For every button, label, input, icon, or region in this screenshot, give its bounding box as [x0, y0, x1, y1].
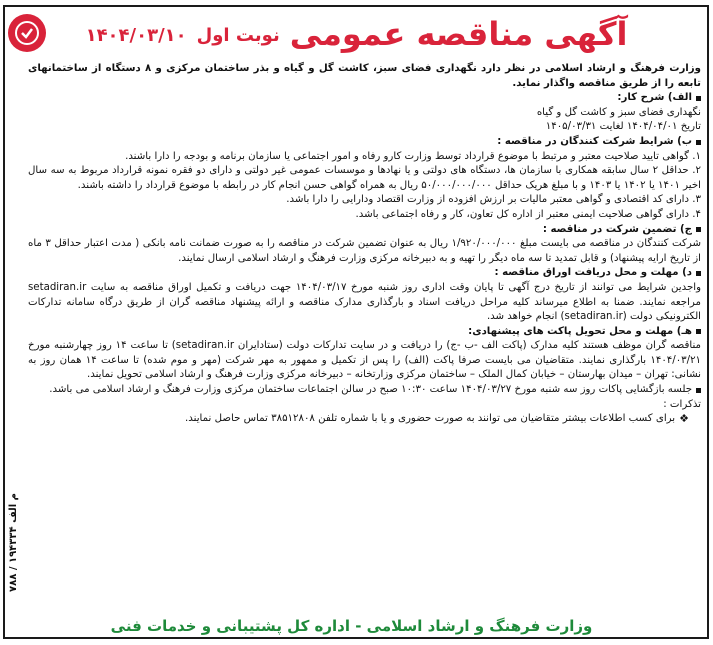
ad-header — [60, 14, 653, 54]
round-badge-icon — [8, 14, 46, 52]
side-reference-id: م الف ۱۹۴۳۳۴ / ۷۸۸ — [7, 492, 19, 592]
bullet-icon — [696, 329, 701, 334]
section-documents-heading: د) مهلت و محل دریافت اوراق مناقصه : — [28, 266, 701, 281]
scope-line-2: تاریخ ۱۴۰۴/۰۴/۰۱ لغایت ۱۴۰۵/۰۳/۳۱ — [545, 121, 701, 133]
bullet-icon — [696, 271, 701, 276]
opening-session: جلسه بازگشایی پاکات روز سه شنبه مورخ ۱۴۰۴/۰۳/۲۷ ساعت ۱۰:۳۰ صبح در سالن اجتماعات ساختمان مرکزی وزارت فرهنگ و ارشاد اسلامی می باشد. — [28, 383, 701, 398]
condition-item-2: ۲. حداقل ۲ سال سابقه همکاری با سازمان ها، دستگاه های دولتی و یا نهادها و موسسات عمومی غیر دولتی و دارای دو فقره نمونه قرارداد مربوط به سه سال اخیر ۱۴۰۱ یا ۱۴۰۲ یا ۱۴۰۳ و با مبلغ هریک حداقل ۵۰/۰۰۰/۰۰۰/۰۰۰ ریال به همراه گواهی حسن انجام کار در رابطه با موضوع قرارداد را داشته باشند. — [28, 165, 701, 191]
section-guarantee-heading: ج) تضمین شرکت در مناقصه : — [28, 223, 701, 238]
ad-body — [28, 62, 701, 427]
bullet-icon — [696, 388, 701, 393]
section-scope-heading: الف) شرح کار: — [28, 91, 701, 106]
guarantee-text: شرکت کنندگان در مناقصه می بایست مبلغ ۱/۹۲۰/۰۰۰/۰۰۰ ریال به عنوان تضمین شرکت در مناقصه را به صورت ضمانت نامه بانکی ( مدت اعتبار حداقل ۳ ماه از تاریخ ارایه پیشنهاد) و قابل تمدید تا سه ماه دیگر را تهیه و به دبیرخانه مرکزی وزارت فرهنگ و ارشاد اسلامی ارسال نمایند. — [28, 238, 702, 264]
scope-line-1: نگهداری فضای سبز و کاشت گل و گیاه — [536, 106, 701, 118]
bullet-icon — [696, 96, 701, 101]
submission-text: مناقصه گران موظف هستند کلیه مدارک (پاکت الف -ب -ج) را دریافت و در سایت تدارکات دولت (ستادایران setadiran.ir) تا ساعت ۱۴ روز چهارشنبه مورخ ۱۴۰۴/۰۳/۲۱ بارگذاری نمایند. متقاضیان می بایست صرفا پاکت (الف) را پس از تکمیل و ممهور به مهر شرکت (مهر و موم شده) تا ساعت ۱۴ همان روز به نشانی: تهران – میدان بهارستان – خیابان کمال الملک – ساختمان مرکزی وزارتخانه – دبیرخانه مرکزی وزارت فرهنگ و ارشاد اسلامی تحویل نمایند. — [28, 340, 702, 381]
round-label: نوبت اول — [196, 25, 280, 46]
documents-text: واجدین شرایط می توانند از تاریخ درج آگهی تا پایان وقت اداری روز شنبه مورخ ۱۴۰۴/۰۳/۱۷ جهت دریافت و تکمیل اوراق مناقصه به سایت setadiran.ir مراجعه نمایند. ضمنا به اطلاع میرساند کلیه مراحل دریافت اسناد و بارگذاری مدارک مناقصه و ارائه پیشنهاد مناقصه گران از طریق درگاه سامانه تدارکات الکترونیکی دولت (setadiran.ir) انجام خواهد شد. — [28, 281, 702, 323]
condition-item-4: ۴. دارای گواهی صلاحیت ایمنی معتبر از اداره کل تعاون، کار و رفاه اجتماعی باشد. — [355, 208, 701, 220]
publish-date: ۱۴۰۴/۰۳/۱۰ — [85, 25, 187, 46]
section-submission-heading: هـ) مهلت و محل تحویل پاکت های پیشنهادی: — [28, 325, 701, 340]
footer-issuer: وزارت فرهنگ و ارشاد اسلامی - اداره کل پشتیبانی و خدمات فنی — [110, 617, 593, 635]
bullet-icon — [696, 227, 701, 232]
intro-text: وزارت فرهنگ و ارشاد اسلامی در نظر دارد نگهداری فضای سبز، کاشت گل و گیاه و بذر ساختمان مرکزی و ۸ دستگاه از ساختمانهای تابعه را از طریق مناقصه واگذار نماید. — [28, 63, 701, 89]
condition-item-3: ۳. دارای کد اقتصادی و گواهی معتبر مالیات بر ارزش افزوده از وزارت اقتصاد ودارایی را دارا باشد. — [286, 194, 701, 206]
contact-note: ❖ برای کسب اطلاعات بیشتر متقاضیان می توانند به صورت حضوری و یا با شماره تلفن ۳۸۵۱۲۸۰۸ تماس حاصل نمایند. — [185, 412, 689, 426]
star-bullet-icon: ❖ — [679, 412, 689, 426]
section-conditions-heading: ب) شرایط شرکت کنندگان در مناقصه : — [28, 135, 701, 150]
page-title: آگهی مناقصه عمومی — [289, 15, 628, 53]
condition-item-1: ۱. گواهی تایید صلاحیت معتبر و مرتبط با موضوع قرارداد توسط وزارت کارو رفاه و امور اجتماعی یا سازمان برنامه و بودجه را دارا باشند. — [125, 150, 701, 162]
notes-label: تذکرات : — [663, 398, 701, 410]
bullet-icon — [696, 140, 701, 145]
